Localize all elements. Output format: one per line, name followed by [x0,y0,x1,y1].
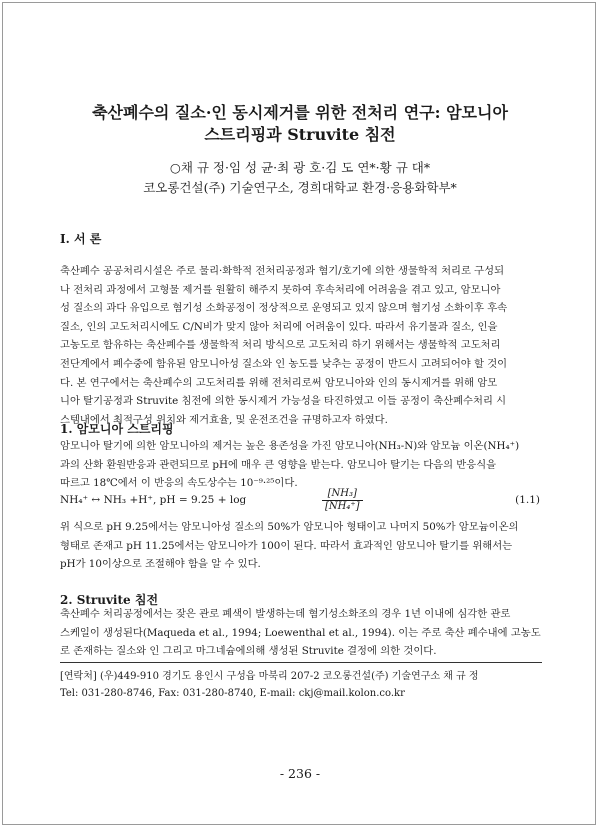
text-line: 니아 탈기공정과 Struvite 침전에 의한 동시제거 가능성을 타진하였고 이들 공정이 축산폐수처리 시 [60,395,507,408]
authors: ○채 규 정·임 성 균·최 광 호·김 도 연*·황 규 대* [169,160,431,175]
contact-address: [연락처] (우)449-910 경기도 용인시 구성읍 마북리 207-2 코오롱건설(주) 기술연구소 채 규 정 [60,671,479,682]
text-line: 나 전처리 과정에서 고형물 제거를 원활히 해주지 못하여 후속처리에 어려움을 겪고 있고, 암모니아 [60,283,501,296]
ammonia-paragraph-continued [60,518,542,574]
text-line: pH가 10이상으로 조절해야 함을 알 수 있다. [60,558,261,571]
text-line: 로 존재하는 질소와 인 그리고 마그네슘에의해 생성된 Struvite 결정에 의한 것이다. [60,645,437,658]
fraction-numerator: [NH₃] [322,488,363,501]
affiliation: 코오롱건설(주) 기술연구소, 경희대학교 환경·응용화학부* [143,180,457,195]
text-line: 고농도로 함유하는 축산폐수를 생물학적 처리 방식으로 고도처리 하기 위해서는 생물학적 고도처리 [60,339,501,352]
text-line: 축산폐수 공공처리시설은 주로 물리·화학적 전처리공정과 혐기/호기에 의한 생물학적 처리로 구성되 [60,265,505,277]
section-heading-introduction: I. 서 론 [60,232,102,246]
contact-phone-email: Tel: 031-280-8746, Fax: 031-280-8740, E-mail: ckj@mail.kolon.co.kr [60,688,405,699]
text-line: 성 질소의 과다 유입으로 혐기성 소화공정이 정상적으로 운영되고 있지 않으며 혐기성 소화이후 후속 [60,302,508,315]
text-line: 축산폐수 처리공정에서는 잦은 관로 폐색이 발생하는데 혐기성소화조의 경우 1년 이내에 심각한 관로 [60,608,511,620]
page-number: - 236 - [279,766,321,781]
text-line: 암모니아 탈기에 의한 암모니아의 제거는 높은 용존성을 가진 암모니아(NH₃-N)와 암모늄 이온(NH₄⁺) [60,440,520,452]
text-line: 스템내에서 최적구성 위치와 제거효율, 및 운전조건을 규명하고자 하였다. [60,413,388,426]
text-line: 질소, 인의 고도처리시에도 C/N비가 맞지 않아 처리에 어려움이 있다. 따라서 유기물과 질소, 인을 [60,320,498,333]
paper-title-line2: 스트리핑과 Struvite 침전 [204,125,396,144]
text-line: 다. 본 연구에서는 축산폐수의 고도처리를 위해 전처리로써 암모니아와 인의 동시제거를 위해 암모 [60,376,498,389]
footnote-divider [60,662,542,663]
contact-footnote [60,668,479,702]
text-line: 위 식으로 pH 9.25에서는 암모니아성 질소의 50%가 암모니아 형태이고 나머지 50%가 암모늄이온의 [60,521,519,533]
ammonia-paragraph [60,437,542,493]
text-line: 따르고 18℃에서 이 반응의 속도상수는 10⁻⁹·²⁵이다. [60,477,298,490]
paper-title-line1: 축산폐수의 질소·인 동시제거를 위한 전처리 연구: 암모니아 [92,103,508,122]
fraction-denominator: [NH₄⁺] [325,501,360,512]
text-line: 스케일이 생성된다(Maqueda et al., 1994; Loewenthal et al., 1994). 이는 주로 축산 폐수내에 고농도 [60,626,541,639]
subsection-heading-struvite: 2. Struvite 침전 [60,593,159,607]
text-line: 과의 산화 환원반응과 관련되므로 pH에 매우 큰 영향을 받는다. 암모니아 탈기는 다음의 반응식을 [60,458,497,471]
struvite-paragraph [60,605,542,661]
text-line: 형태로 존재고 pH 11.25에서는 암모니아가 100이 된다. 따라서 효과적인 암모니아 탈기를 위해서는 [60,539,513,552]
text-line: 전단계에서 폐수중에 함유된 암모니아성 질소와 인 농도를 낮추는 공정이 반드시 고려되어야 할 것이 [60,357,508,370]
equation-1-1 [60,490,542,514]
equation-lhs: NH₄⁺ ↔ NH₃ +H⁺, pH = 9.25 + log [60,494,247,506]
equation-fraction [322,488,363,513]
subsection-heading-ammonia-stripping: 1. 암모니아 스트리핑 [60,422,174,436]
equation-number: (1.1) [515,494,540,506]
introduction-paragraph [60,262,542,429]
